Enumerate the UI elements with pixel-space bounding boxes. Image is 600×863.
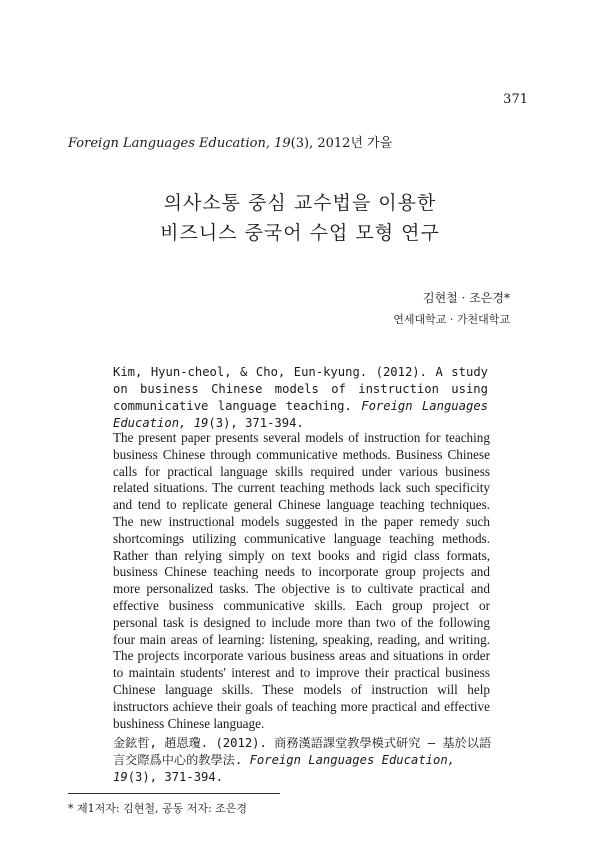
chinese-citation xyxy=(113,735,493,786)
journal-header xyxy=(68,132,392,151)
journal-name: Foreign Languages Education, xyxy=(68,136,270,151)
english-citation-journal: Foreign Languages Education, 19 xyxy=(113,399,488,430)
english-citation-text: Kim, Hyun-cheol, & Cho, Eun-kyung. (2012). A study on business Chinese models of instruction using communicative language teaching. xyxy=(113,365,488,413)
paper-title-line-2: 비즈니스 중국어 수업 모형 연구 xyxy=(160,222,440,244)
chinese-citation-text: 金鉉哲, 趙恩瓊. (2012). 商務漢語課堂教學模式研究 — 基於以語言交際爲中心的教學法. xyxy=(113,736,492,767)
chinese-citation-journal: Foreign Languages Education, 19 xyxy=(113,753,456,784)
english-citation xyxy=(113,364,488,432)
paper-title xyxy=(0,188,600,248)
chinese-citation-pages: (3), 371-394. xyxy=(127,770,224,784)
page-number: 371 xyxy=(503,92,528,107)
footnote: * 제1저자: 김현철, 공동 저자: 조은경 xyxy=(68,802,248,815)
author-names: 김현철 · 조은경* xyxy=(423,291,510,305)
journal-volume: 19 xyxy=(274,136,291,151)
abstract: The present paper presents several models of instruction for teaching business Chinese through communicative methods. Business Chinese calls for practical language skills required under various business related situations. The current teaching methods lack such specificity and tend to replicate general Chinese language teaching techniques. The new instructional models suggested in the paper remedy such shortcomings utilizing communicative language teaching methods. Rather than relying simply on text books and rigid class formats, business Chinese teaching needs to incorporate group projects and more personalized tasks. The objective is to cultivate practical and effective business communicative skills. Each group project or personal task is designed to include more than two of the following four main areas of learning: listening, speaking, reading, and writing. The projects incorporate various business areas and situations in order to maintain students' interest and to improve their practical business Chinese language skills. These models of instruction will help instructors achieve their goals of teaching more practical and effective bushiness Chinese language. xyxy=(113,430,490,731)
journal-issue: (3), xyxy=(290,136,314,151)
english-citation-pages: (3), 371-394. xyxy=(208,416,304,430)
footnote-divider xyxy=(68,793,280,794)
paper-title-line-1: 의사소통 중심 교수법을 이용한 xyxy=(163,192,437,214)
journal-date: 2012년 가을 xyxy=(317,136,393,151)
author-affiliations: 연세대학교 · 가천대학교 xyxy=(393,313,510,326)
